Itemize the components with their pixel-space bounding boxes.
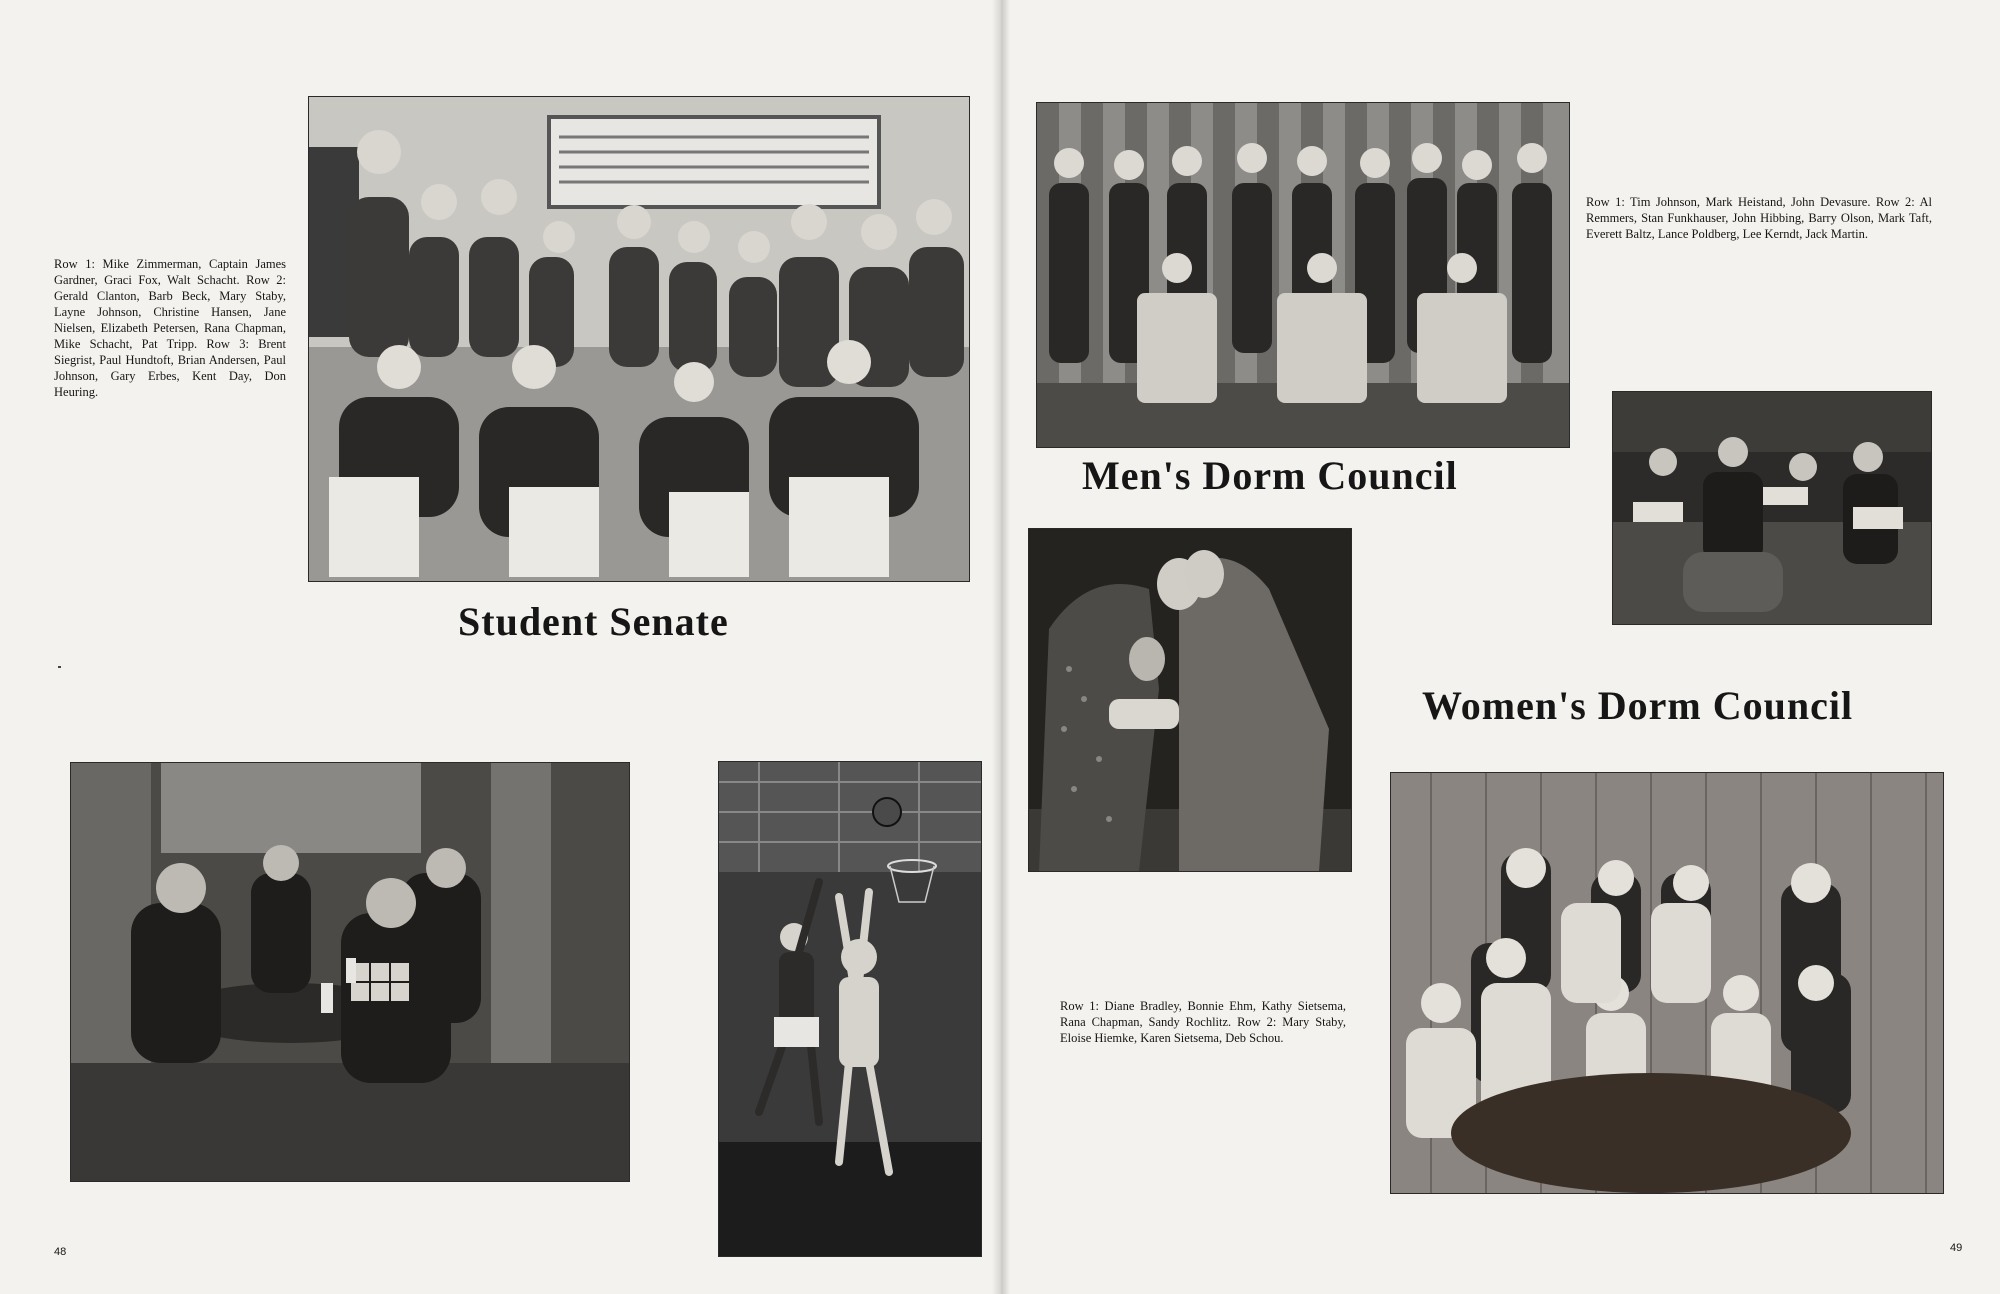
basketball-photo [718,761,982,1257]
womens-dorm-council-photo [1390,772,1944,1194]
mens-dorm-council-caption: Row 1: Tim Johnson, Mark Heistand, John Devasure. Row 2: Al Remmers, Stan Funkhauser, John Hibbing, Barry Olson, Mark Taft, Everett Baltz, Lance Poldberg, Lee Kerndt, Jack Martin. [1586,195,1932,241]
student-senate-photo [308,96,970,582]
womens-dorm-council-caption: Row 1: Diane Bradley, Bonnie Ehm, Kathy Sietsema, Rana Chapman, Sandy Rochlitz. Row 2: Mary Staby, Eloise Hiemke, Karen Sietsema, Deb Schou. [1060,999,1346,1045]
cafeteria-photo [70,762,630,1182]
dorm-lounge-photo [1612,391,1932,625]
student-senate-caption: Row 1: Mike Zimmerman, Captain James Gardner, Graci Fox, Walt Schacht. Row 2: Gerald Clanton, Barb Beck, Mary Staby, Layne Johnson, Christine Hansen, Jane Nielsen, Elizabeth Petersen, Rana Chapman, Mike Schacht, Pat Tripp. Row 3: Brent Siegrist, Paul Hundtoft, Brian Andersen, Paul Johnson, Gary Erbes, Kent Day, Don Heuring. [54,257,286,399]
right-page [1000,0,2000,1294]
print-speck [58,666,61,668]
womens-dorm-council-heading: Women's Dorm Council [1422,683,1854,728]
mens-dorm-council-photo [1036,102,1570,448]
page-number-right: 49 [1950,1242,1963,1254]
couple-photo [1028,528,1352,872]
mens-dorm-council-heading: Men's Dorm Council [1082,453,1458,498]
student-senate-heading: Student Senate [458,599,729,644]
page-number-left: 48 [54,1246,67,1258]
